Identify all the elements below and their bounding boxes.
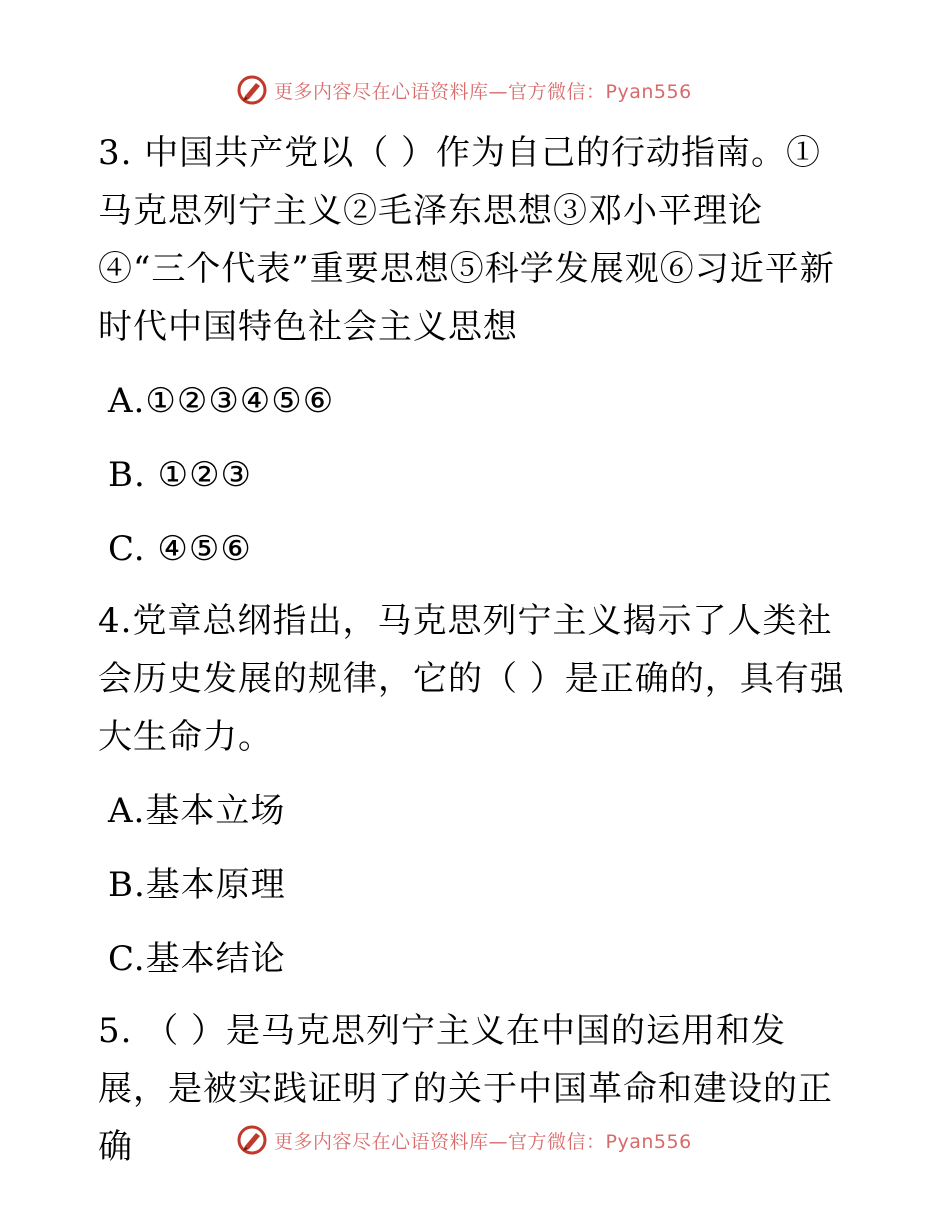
question-3: 3. 中国共产党以（ ）作为自己的行动指南。①马克思列宁主义②毛泽东思想③邓小平理论④“三个代表”重要思想⑤科学发展观⑥习近平新时代中国特色社会主义思想 bbox=[98, 133, 835, 347]
watermark-text: 更多内容尽在心语资料库—官方微信：Pyan556 bbox=[274, 80, 692, 103]
document-body bbox=[98, 124, 850, 1176]
watermark-footer bbox=[236, 1120, 692, 1160]
pen-circle-logo-icon bbox=[236, 74, 268, 106]
question-4-option-b: B.基本原理 bbox=[108, 865, 286, 905]
question-5: 5. （ ）是马克思列宁主义在中国的运用和发展，是被实践证明了的关于中国革命和建设的正确 bbox=[98, 1011, 833, 1167]
question-3-option-b: B. ①②③ bbox=[108, 455, 253, 495]
watermark-header bbox=[236, 70, 692, 110]
watermark-text: 更多内容尽在心语资料库—官方微信：Pyan556 bbox=[274, 1130, 692, 1153]
question-3-option-a: A.①②③④⑤⑥ bbox=[108, 381, 335, 421]
question-4-option-c: C.基本结论 bbox=[108, 939, 286, 979]
question-4-option-a: A.基本立场 bbox=[108, 791, 286, 831]
question-3-option-c: C. ④⑤⑥ bbox=[108, 529, 252, 569]
question-4: 4.党章总纲指出，马克思列宁主义揭示了人类社会历史发展的规律，它的（ ）是正确的，具有强大生命力。 bbox=[98, 601, 845, 757]
pen-circle-logo-icon bbox=[236, 1124, 268, 1156]
